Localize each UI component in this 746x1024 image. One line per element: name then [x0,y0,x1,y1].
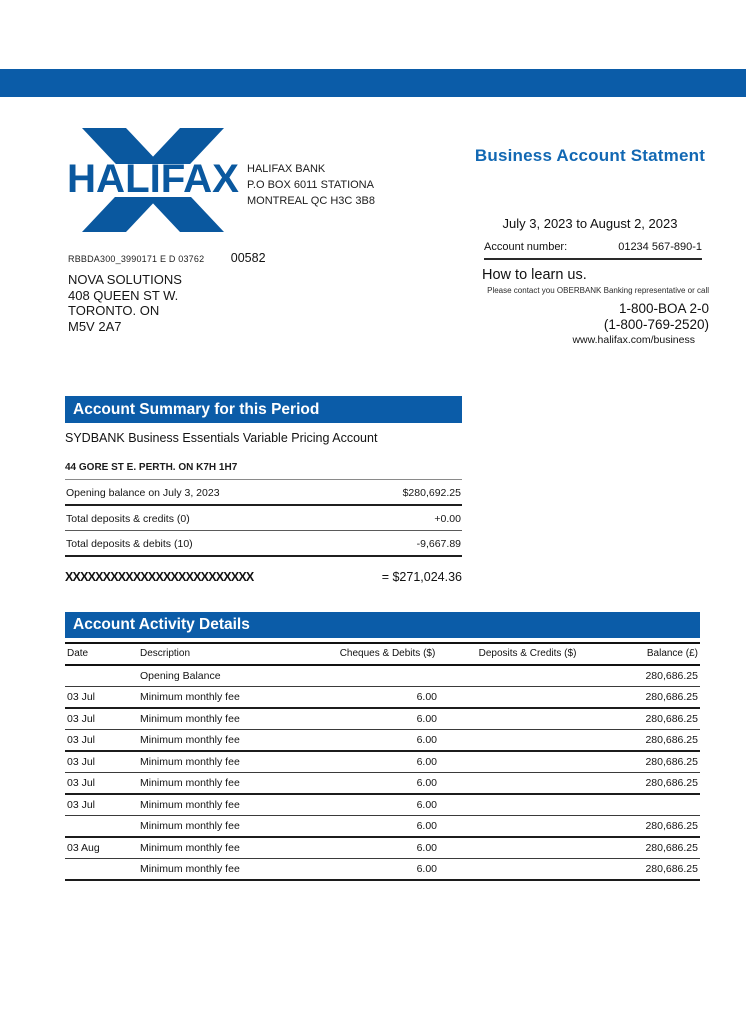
summary-section-header [65,396,462,423]
column-header-description: Description [125,643,320,665]
bank-name: HALIFAX BANK [247,163,326,175]
account-type: SYDBANK Business Essentials Variable Pricing Account [65,431,378,445]
activity-section-title: Account Activity Details [73,616,250,633]
column-header-date: Date [65,643,125,665]
summary-row-value: $280,692.25 [402,487,461,499]
activity-table-body [65,665,700,880]
cell-credit [455,687,600,709]
cell-date: 03 Aug [67,842,100,854]
cell-date: 03 Jul [67,756,96,768]
logo-wordmark: HALIFAX [67,157,240,201]
cell-description: Minimum monthly fee [140,734,240,746]
reference-code: RBBDA300_3990171 E D 03762 [68,254,205,264]
cell-description: Minimum monthly fee [140,777,240,789]
cell-date [65,859,125,881]
cell-balance: 280,686.25 [645,842,698,854]
column-header-credits: Deposits & Credits ($) [455,643,600,665]
cell-balance [600,794,700,816]
contact-heading: How to learn us. [482,267,587,283]
cell-debit: 6.00 [416,799,437,811]
cell-date: 03 Jul [67,799,96,811]
cell-credit [455,816,600,838]
cell-balance: 280,686.25 [645,691,698,703]
column-header-debits: Cheques & Debits ($) [320,643,455,665]
cell-balance: 280,686.25 [645,777,698,789]
table-row [65,751,700,773]
summary-row-value: +0.00 [434,513,461,525]
activity-table [65,642,700,881]
phone-secondary: (1-800-769-2520) [603,317,709,332]
table-row [65,859,700,881]
summary-row [65,506,462,531]
cell-credit [455,837,600,859]
cell-debit: 6.00 [416,863,437,875]
statement-period: July 3, 2023 to August 2, 2023 [502,216,678,231]
page-title: Business Account Statment [474,146,706,165]
summary-row [65,480,462,506]
statement-header-right [468,146,712,346]
recipient-address-line2: TORONTO. ON [68,303,160,318]
cell-description: Minimum monthly fee [140,713,240,725]
closing-balance-value: = $271,024.36 [381,570,462,584]
cell-description: Minimum monthly fee [140,842,240,854]
cell-description: Minimum monthly fee [140,756,240,768]
summary-row [65,531,462,557]
cell-credit [455,859,600,881]
cell-credit [455,751,600,773]
cell-date: 03 Jul [67,713,96,725]
summary-section-title: Account Summary for this Period [73,401,320,418]
table-row [65,837,700,859]
cell-description: Opening Balance [140,670,221,682]
cell-date [65,665,125,687]
cell-debit: 6.00 [416,691,437,703]
account-summary-section [65,396,462,584]
recipient-block [68,249,266,334]
cell-debit [320,665,455,687]
cell-description: Minimum monthly fee [140,820,240,832]
cell-date [65,816,125,838]
recipient-name: NOVA SOLUTIONS [68,272,182,287]
cell-description: Minimum monthly fee [140,799,240,811]
account-number-label: Account number: [484,241,568,253]
branch-address: 44 GORE ST E. PERTH. ON K7H 1H7 [65,462,462,480]
cell-balance: 280,686.25 [645,820,698,832]
summary-row-label: Total deposits & debits (10) [66,538,193,550]
cell-balance: 280,686.25 [645,670,698,682]
cell-balance: 280,686.25 [645,734,698,746]
account-number-row [484,241,702,260]
table-row [65,816,700,838]
phone-primary: 1-800-BOA 2-0 [618,301,709,316]
account-activity-section [65,612,700,881]
table-row [65,773,700,795]
cell-debit: 6.00 [416,734,437,746]
table-row [65,730,700,752]
recipient-postal-code: M5V 2A7 [68,318,122,334]
top-accent-band [0,69,746,97]
cell-description: Minimum monthly fee [140,691,240,703]
summary-row-label: Opening balance on July 3, 2023 [66,487,220,499]
activity-section-header [65,612,700,638]
cell-balance: 280,686.25 [645,756,698,768]
cell-date: 03 Jul [67,777,96,789]
closing-balance-row [65,570,462,584]
cell-credit [455,794,600,816]
cell-credit [455,665,600,687]
bank-address-line1: P.O BOX 6011 STATIONA [247,179,374,191]
halifax-logo [66,124,240,236]
account-number-value: 01234 567-890-1 [618,241,702,253]
bank-address [247,161,375,209]
summary-rows [65,480,462,557]
summary-row-value: -9,667.89 [416,538,461,550]
cell-debit: 6.00 [416,842,437,854]
table-row [65,665,700,687]
document-number: 00582 [230,251,266,265]
cell-debit: 6.00 [416,756,437,768]
halifax-x-icon [66,124,240,236]
cell-balance: 280,686.25 [645,863,698,875]
cell-date: 03 Jul [67,691,96,703]
cell-debit: 6.00 [416,777,437,789]
cell-debit: 6.00 [416,820,437,832]
cell-debit: 6.00 [416,713,437,725]
contact-note: Please contact you OBERBANK Banking representative or call [487,286,709,295]
activity-table-header-row [65,643,700,665]
cell-credit [455,730,600,752]
cell-date: 03 Jul [67,734,96,746]
table-row [65,687,700,709]
cell-credit [455,773,600,795]
website-link[interactable]: www.halifax.com/business [572,334,695,346]
table-row [65,708,700,730]
column-header-balance: Balance (£) [600,643,700,665]
closing-balance-mask: XXXXXXXXXXXXXXXXXXXXXXXXX [65,570,254,584]
bank-address-line2: MONTREAL QC H3C 3B8 [247,195,375,207]
reference-row [68,249,266,267]
cell-credit [455,708,600,730]
table-row [65,794,700,816]
summary-row-label: Total deposits & credits (0) [66,513,190,525]
cell-description: Minimum monthly fee [140,863,240,875]
recipient-address-line1: 408 QUEEN ST W. [68,287,179,303]
cell-balance: 280,686.25 [645,713,698,725]
